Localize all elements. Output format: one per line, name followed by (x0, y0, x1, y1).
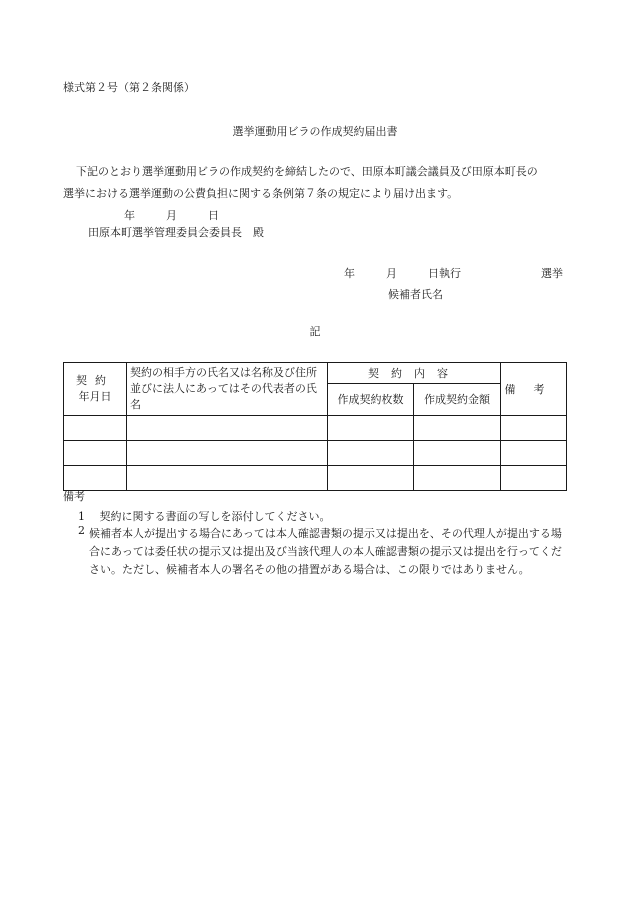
submission-date (124, 210, 219, 221)
header-notes: 備考 (501, 363, 567, 416)
form-number: 様式第２号（第２条関係） (63, 81, 195, 94)
remark-item-2 (78, 525, 570, 579)
header-contract-amount: 作成契約金額 (414, 384, 501, 416)
cell-contract-party[interactable] (127, 416, 328, 441)
remark-item-text: 候補者本人が提出する場合にあっては本人確認書類の提示又は提出を、その代理人が提出する場合にあっては委任状の提示又は提出及び当該代理人の本人確認書類の提示又は提出を行ってください。ただし、候補者本人の署名その他の措置がある場合は、この限りではありません。 (89, 527, 562, 576)
date-year-label: 年 (124, 209, 135, 222)
header-contract-date-line1: 契約 (76, 374, 114, 387)
cell-contract-amount[interactable] (414, 441, 501, 466)
election-label: 選挙 (541, 267, 563, 280)
remark-item-number: 1 (78, 510, 85, 523)
ki-heading: 記 (309, 325, 321, 338)
cell-notes[interactable] (501, 466, 567, 491)
cell-contract-amount[interactable] (414, 416, 501, 441)
table-row (64, 466, 567, 491)
remarks-title: 備考 (63, 490, 85, 503)
cell-notes[interactable] (501, 416, 567, 441)
cell-sheet-count[interactable] (328, 466, 414, 491)
table-row (64, 441, 567, 466)
cell-contract-amount[interactable] (414, 466, 501, 491)
cell-sheet-count[interactable] (328, 441, 414, 466)
exec-year-label: 年 (344, 267, 355, 280)
contract-table (63, 362, 567, 491)
header-sheet-count: 作成契約枚数 (328, 384, 414, 416)
cell-contract-date[interactable] (64, 416, 127, 441)
candidate-name-label: 候補者氏名 (388, 288, 443, 301)
date-day-label: 日 (208, 209, 219, 222)
remark-item-1 (78, 511, 331, 522)
addressee: 田原本町選挙管理委員会委員長 殿 (88, 226, 264, 239)
header-contract-date-line2: 年月日 (78, 390, 112, 403)
header-contract-content: 契約内容 (328, 363, 501, 384)
exec-day-label: 日執行 (428, 267, 461, 280)
cell-contract-date[interactable] (64, 441, 127, 466)
header-contract-date (64, 363, 127, 416)
body-text-line-2: 選挙における選挙運動の公費負担に関する条例第７条の規定により届け出ます。 (63, 187, 459, 200)
cell-contract-date[interactable] (64, 466, 127, 491)
cell-notes[interactable] (501, 441, 567, 466)
exec-month-label: 月 (386, 267, 397, 280)
body-text-line-1: 下記のとおり選挙運動用ビラの作成契約を締結したので、田原本町議会議員及び田原本町長の (76, 165, 538, 178)
cell-sheet-count[interactable] (328, 416, 414, 441)
document-title: 選挙運動用ビラの作成契約届出書 (232, 125, 398, 138)
remark-item-text: 契約に関する書面の写しを添付してください。 (99, 510, 331, 523)
remark-item-number: 2 (78, 524, 85, 537)
header-contract-party: 契約の相手方の氏名又は名称及び住所並びに法人にあってはその代表者の氏名 (127, 363, 328, 416)
cell-contract-party[interactable] (127, 441, 328, 466)
date-month-label: 月 (166, 209, 177, 222)
cell-contract-party[interactable] (127, 466, 328, 491)
table-row (64, 416, 567, 441)
election-execution-date (344, 268, 461, 279)
contract-table-wrapper (63, 362, 566, 491)
